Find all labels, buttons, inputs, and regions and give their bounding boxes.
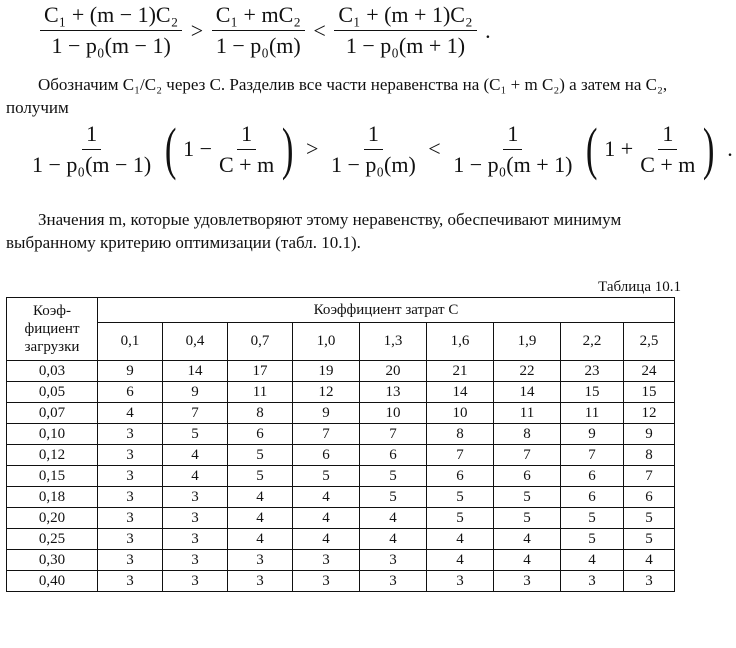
table-cell: 14 [494,382,561,403]
table-cell: 17 [228,361,293,382]
numerator: 1 [237,121,256,150]
table-cell: 3 [98,508,163,529]
table-cell: 4 [98,403,163,424]
table-cell: 6 [360,445,427,466]
table-header-row [7,298,675,323]
denominator: 1 − p₀(m + 1) [345,33,466,58]
table-cell: 6 [624,487,675,508]
row-label: 0,07 [7,403,98,424]
table-cell: 3 [427,571,494,592]
paragraph-substitution: Обозначим C₁/C₂ через С. Разделив все части неравенства на (C₁ + m C₂) а затем на C₂, получим [6,75,668,117]
less-than-sign: < [428,136,441,161]
table-cell: 5 [427,508,494,529]
table-cell: 4 [228,529,293,550]
denominator: 1 − p₀(m − 1) [51,33,171,58]
table-cell: 15 [624,382,675,403]
table-cell: 5 [360,466,427,487]
table-body [7,361,675,592]
table-cell: 9 [98,361,163,382]
table-cell: 5 [494,508,561,529]
close-paren: ) [282,116,294,181]
table-cell: 5 [293,466,360,487]
table-cell: 3 [163,508,228,529]
column-header: 2,5 [624,323,675,361]
denominator: 1 − p₀(m) [330,151,416,177]
table-cell: 3 [228,571,293,592]
row-label: 0,03 [7,361,98,382]
table-cell: 8 [427,424,494,445]
table-cell: 14 [163,361,228,382]
table-cell: 3 [163,487,228,508]
data-table [6,297,675,592]
denominator: 1 − p₀(m) [215,33,301,58]
formula-inequality-1 [40,2,494,59]
table-cell: 4 [228,487,293,508]
row-label: 0,05 [7,382,98,403]
group-header: Коэффициент затрат С [98,298,675,323]
table-cell: 11 [561,403,624,424]
table-cell: 5 [561,508,624,529]
table-cell: 14 [427,382,494,403]
numerator: 1 [82,121,101,150]
table-cell: 4 [360,508,427,529]
fraction-3 [327,121,420,178]
table-cell: 10 [360,403,427,424]
table-cell: 9 [293,403,360,424]
table-cell: 6 [293,445,360,466]
fraction-4 [449,121,576,178]
table-cell: 4 [293,529,360,550]
numerator: C₁ + (m − 1)C₂ [40,2,182,31]
fraction-left [40,2,182,59]
table-cell: 12 [624,403,675,424]
corner-line: загрузки [24,339,80,355]
numerator: 1 [658,121,677,150]
greater-than-sign: > [306,136,319,161]
table-cell: 19 [293,361,360,382]
row-label: 0,40 [7,571,98,592]
table-cell: 4 [624,550,675,571]
table-cell: 4 [494,529,561,550]
table-cell: 3 [293,550,360,571]
column-header: 1,9 [494,323,561,361]
fraction-2 [215,121,278,178]
row-label: 0,12 [7,445,98,466]
table-cell: 3 [163,571,228,592]
table-cell: 6 [561,487,624,508]
table-cell: 3 [98,550,163,571]
table-cell: 21 [427,361,494,382]
greater-than-sign: > [190,17,204,43]
column-header: 0,4 [163,323,228,361]
column-header: 0,7 [228,323,293,361]
table-cell: 6 [427,466,494,487]
table-cell: 4 [293,487,360,508]
table-cell: 7 [561,445,624,466]
table-cell: 6 [98,382,163,403]
table-cell: 3 [561,571,624,592]
table-cell: 8 [494,424,561,445]
numerator: C₁ + mC₂ [212,2,305,31]
table-cell: 5 [360,487,427,508]
corner-line: Коэф- [32,303,71,319]
table-cell: 3 [494,571,561,592]
bracket-group-plus [582,116,719,181]
less-than-sign: < [313,17,326,43]
table-cell: 5 [228,466,293,487]
table-cell: 24 [624,361,675,382]
table-cell: 8 [228,403,293,424]
paragraph-conclusion: Значения m, которые удовлетворяют этому неравенству, обеспечивают минимум выбранному критерию оптимизации (табл. 10.1). [6,210,622,252]
table-cell: 4 [561,550,624,571]
row-label: 0,20 [7,508,98,529]
table-cell: 3 [98,487,163,508]
table-cell: 3 [98,445,163,466]
table-cell: 12 [293,382,360,403]
denominator: C + m [640,151,696,177]
row-label: 0,25 [7,529,98,550]
table-cell: 7 [494,445,561,466]
table-cell: 22 [494,361,561,382]
table-cell: 7 [163,403,228,424]
table-cell: 5 [624,529,675,550]
table-cell: 4 [360,529,427,550]
denominator: 1 − p₀(m − 1) [32,151,152,177]
table-cell: 3 [360,571,427,592]
table-cell: 5 [624,508,675,529]
one-plus: 1 + [604,136,634,161]
table-cell: 11 [228,382,293,403]
table-cell: 7 [427,445,494,466]
table-caption: Таблица 10.1 [598,279,681,295]
table-cell: 3 [293,571,360,592]
table-cell: 5 [561,529,624,550]
table-cell: 20 [360,361,427,382]
table-cell: 4 [228,508,293,529]
table-cell: 7 [624,466,675,487]
table-cell: 7 [293,424,360,445]
table-row [7,550,675,571]
table-cell: 23 [561,361,624,382]
denominator: C + m [219,151,275,177]
column-header-row [7,323,675,361]
period: . [727,136,733,161]
denominator: 1 − p₀(m + 1) [453,151,573,177]
table-row [7,424,675,445]
table-row [7,361,675,382]
table-cell: 3 [360,550,427,571]
table-cell: 13 [360,382,427,403]
column-header: 0,1 [98,323,163,361]
table-cell: 3 [228,550,293,571]
row-label: 0,15 [7,466,98,487]
formula-inequality-2 [28,116,736,181]
row-label: 0,30 [7,550,98,571]
table-cell: 8 [624,445,675,466]
open-paren: ( [585,116,598,181]
column-header: 1,0 [293,323,360,361]
table-row [7,445,675,466]
table-cell: 6 [228,424,293,445]
numerator: 1 [364,121,383,150]
table-cell: 9 [163,382,228,403]
table-cell: 5 [427,487,494,508]
bracket-group-minus [161,116,298,181]
one-minus: 1 − [183,136,212,161]
table-cell: 3 [163,529,228,550]
numerator: C₁ + (m + 1)C₂ [334,2,476,31]
table-cell: 3 [98,424,163,445]
table-cell: 4 [427,550,494,571]
table-cell: 5 [494,487,561,508]
fraction-right [334,2,476,59]
fraction-5 [636,121,699,178]
open-paren: ( [164,116,177,181]
table-cell: 15 [561,382,624,403]
table-cell: 4 [427,529,494,550]
table-cell: 3 [98,466,163,487]
corner-line: фициент [24,321,80,337]
table-cell: 3 [163,550,228,571]
period: . [485,17,491,43]
table-cell: 5 [228,445,293,466]
table-cell: 3 [98,571,163,592]
table-cell: 3 [98,529,163,550]
row-header-title [7,298,98,361]
table-cell: 9 [561,424,624,445]
table-row [7,508,675,529]
table-cell: 10 [427,403,494,424]
column-header: 1,3 [360,323,427,361]
table-cell: 4 [293,508,360,529]
table-row [7,487,675,508]
table-cell: 3 [624,571,675,592]
table-cell: 9 [624,424,675,445]
row-label: 0,18 [7,487,98,508]
table-cell: 4 [163,445,228,466]
table-row [7,571,675,592]
close-paren: ) [703,116,715,181]
table-cell: 4 [163,466,228,487]
row-label: 0,10 [7,424,98,445]
table-cell: 6 [561,466,624,487]
table-row [7,466,675,487]
fraction-1 [28,121,155,178]
table-cell: 6 [494,466,561,487]
table-cell: 4 [494,550,561,571]
column-header: 2,2 [561,323,624,361]
column-header: 1,6 [427,323,494,361]
numerator: 1 [503,121,522,150]
table-cell: 7 [360,424,427,445]
table-row [7,382,675,403]
table-cell: 11 [494,403,561,424]
table-row [7,403,675,424]
table-row [7,529,675,550]
fraction-middle [212,2,305,59]
table-cell: 5 [163,424,228,445]
